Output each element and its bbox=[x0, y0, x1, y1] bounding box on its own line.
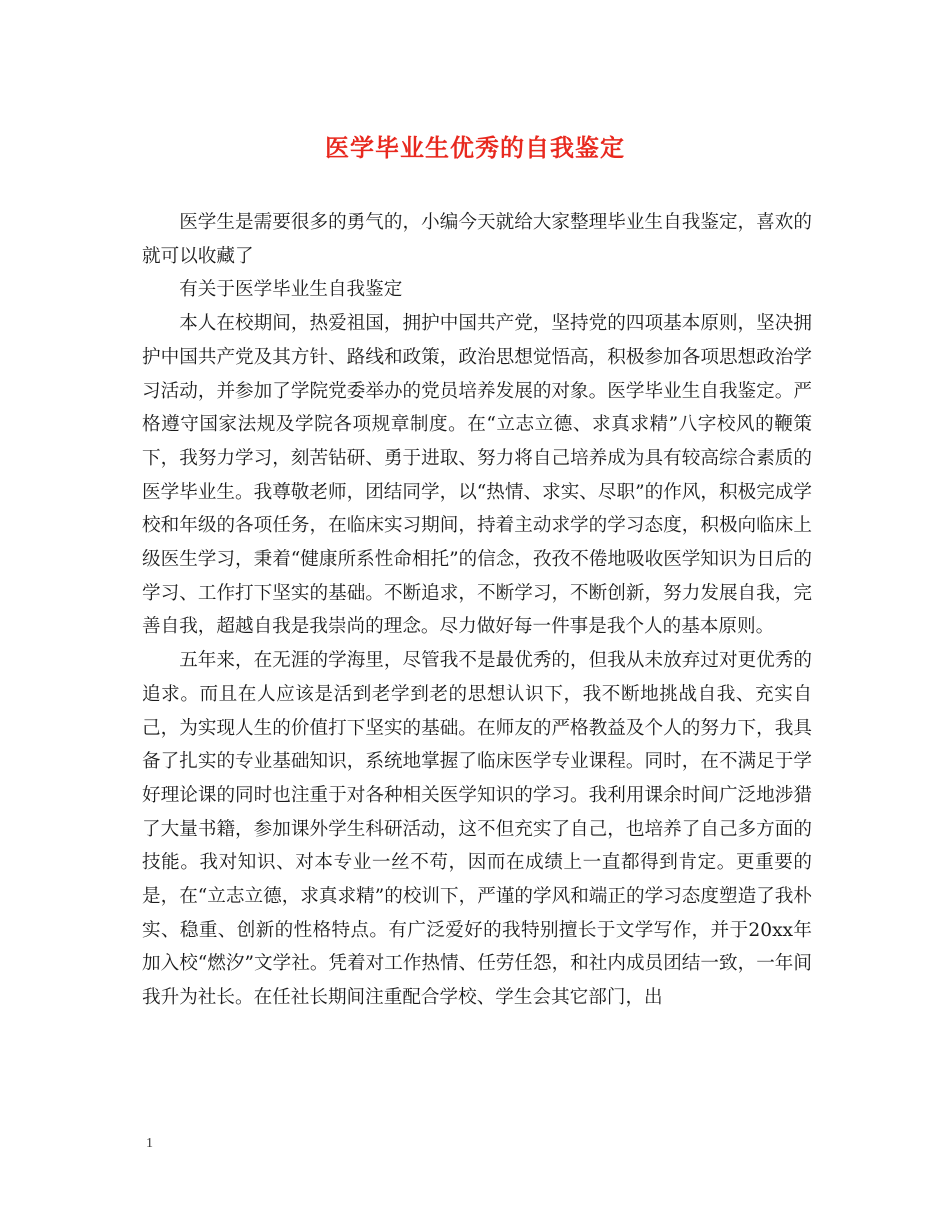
page-number: 1 bbox=[146, 1136, 153, 1151]
paragraph-intro: 医学生是需要很多的勇气的，小编今天就给大家整理毕业生自我鉴定，喜欢的就可以收藏了 bbox=[142, 212, 812, 267]
document-body bbox=[142, 206, 812, 1015]
paragraph-school-period: 本人在校期间，热爱祖国，拥护中国共产党，坚持党的四项基本原则，坚决拥护中国共产党及其方针、路线和政策，政治思想觉悟高，积极参加各项思想政治学习活动，并参加了学院党委举办的党员培养发展的对象。医学毕业生自我鉴定。严格遵守国家法规及学院各项规章制度。在“立志立德、求真求精”八字校风的鞭策下，我努力学习，刻苦钻研、勇于进取、努力将自己培养成为具有较高综合素质的医学毕业生。我尊敬老师，团结同学，以“热情、求实、尽职”的作风，积极完成学校和年级的各项任务，在临床实习期间，持着主动求学的学习态度，积极向临床上级医生学习，秉着“健康所系性命相托”的信念，孜孜不倦地吸收医学知识为日后的学习、工作打下坚实的基础。不断追求，不断学习，不断创新，努力发展自我，完善自我，超越自我是我崇尚的理念。尽力做好每一件事是我个人的基本原则。 bbox=[142, 313, 812, 638]
paragraph-subheading: 有关于医学毕业生自我鉴定 bbox=[179, 279, 403, 301]
document-title: 医学毕业生优秀的自我鉴定 bbox=[325, 133, 625, 162]
paragraph-five-years: 五年来，在无涯的学海里，尽管我不是最优秀的，但我从未放弃过对更优秀的追求。而且在人应该是活到老学到老的思想认识下，我不断地挑战自我、充实自己，为实现人生的价值打下坚实的基础。在师友的严格教益及个人的努力下，我具备了扎实的专业基础知识，系统地掌握了临床医学专业课程。同时，在不满足于学好理论课的同时也注重于对各种相关医学知识的学习。我利用课余时间广泛地涉猎了大量书籍，参加课外学生科研活动，这不但充实了自己，也培养了自己多方面的技能。我对知识、对本专业一丝不苟，因而在成绩上一直都得到肯定。更重要的是，在“立志立德，求真求精”的校训下，严谨的学风和端正的学习态度塑造了我朴实、稳重、创新的性格特点。有广泛爱好的我特别擅长于文学写作，并于20xx年加入校“燃汐”文学社。凭着对工作热情、任劳任怨，和社内成员团结一致，一年间我升为社长。在任社长期间注重配合学校、学生会其它部门，出 bbox=[142, 650, 812, 1009]
